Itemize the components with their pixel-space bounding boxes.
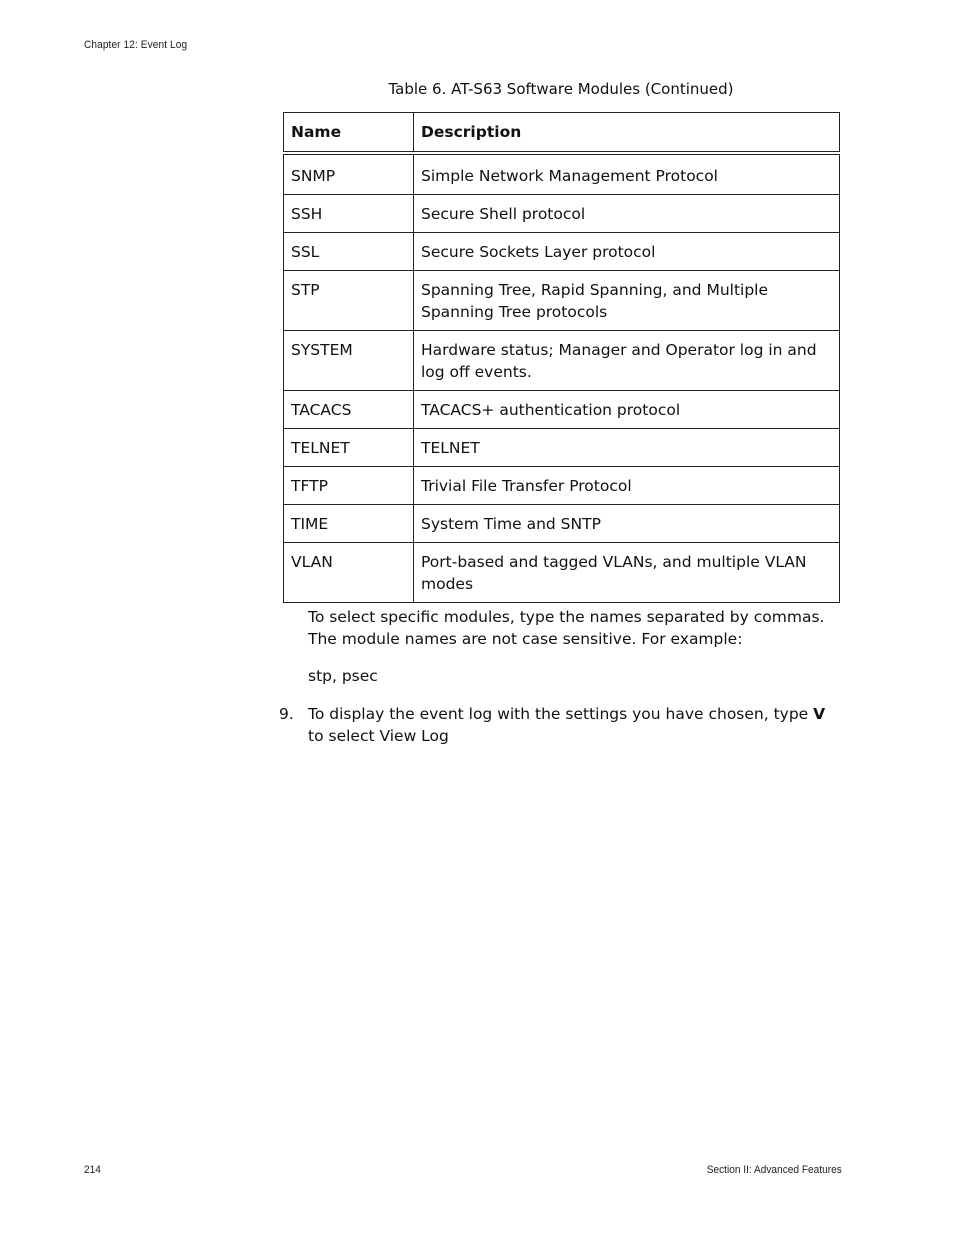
module-name-cell: VLAN <box>284 543 414 603</box>
module-description-cell: Secure Sockets Layer protocol <box>414 233 840 271</box>
view-key: V <box>813 705 826 723</box>
module-name-cell: SSL <box>284 233 414 271</box>
module-name-cell: SNMP <box>284 153 414 195</box>
step-text-end: to select View Log <box>308 727 449 745</box>
table-row <box>284 467 840 505</box>
table-header-row <box>284 113 840 154</box>
module-description-cell: Secure Shell protocol <box>414 195 840 233</box>
step-paragraph <box>308 703 838 747</box>
module-name-cell: SSH <box>284 195 414 233</box>
column-header-name: Name <box>284 113 414 154</box>
module-description-cell: TELNET <box>414 429 840 467</box>
running-header-chapter: Chapter 12: Event Log <box>84 39 188 51</box>
module-description-cell: Port-based and tagged VLANs, and multiple VLAN modes <box>414 543 840 603</box>
table-row <box>284 233 840 271</box>
table-row <box>284 429 840 467</box>
table-row <box>284 543 840 603</box>
module-name-cell: SYSTEM <box>284 331 414 391</box>
table-row <box>284 195 840 233</box>
table-row <box>284 271 840 331</box>
table-row <box>284 391 840 429</box>
module-description-cell: Hardware status; Manager and Operator log in and log off events. <box>414 331 840 391</box>
module-description-cell: System Time and SNTP <box>414 505 840 543</box>
select-modules-paragraph: To select specific modules, type the names separated by commas. The module names are not case sensitive. For example: <box>308 608 825 648</box>
step-text: To display the event log with the settings you have chosen, type <box>308 705 814 723</box>
example-text: stp, psec <box>308 667 378 685</box>
module-description-cell: Simple Network Management Protocol <box>414 153 840 195</box>
module-name-cell: STP <box>284 271 414 331</box>
table-row <box>284 331 840 391</box>
running-footer-section: Section II: Advanced Features <box>706 1164 842 1176</box>
table-caption: Table 6. AT-S63 Software Modules (Continued) <box>388 80 734 98</box>
module-description-cell: Trivial File Transfer Protocol <box>414 467 840 505</box>
table-row <box>284 505 840 543</box>
module-name-cell: TIME <box>284 505 414 543</box>
software-modules-table <box>283 112 840 603</box>
module-name-cell: TACACS <box>284 391 414 429</box>
page-number: 214 <box>84 1164 101 1176</box>
step-number: 9. <box>279 705 294 723</box>
module-description-cell: Spanning Tree, Rapid Spanning, and Multiple Spanning Tree protocols <box>414 271 840 331</box>
column-header-description: Description <box>414 113 840 154</box>
module-name-cell: TELNET <box>284 429 414 467</box>
module-description-cell: TACACS+ authentication protocol <box>414 391 840 429</box>
table-row <box>284 153 840 195</box>
module-name-cell: TFTP <box>284 467 414 505</box>
